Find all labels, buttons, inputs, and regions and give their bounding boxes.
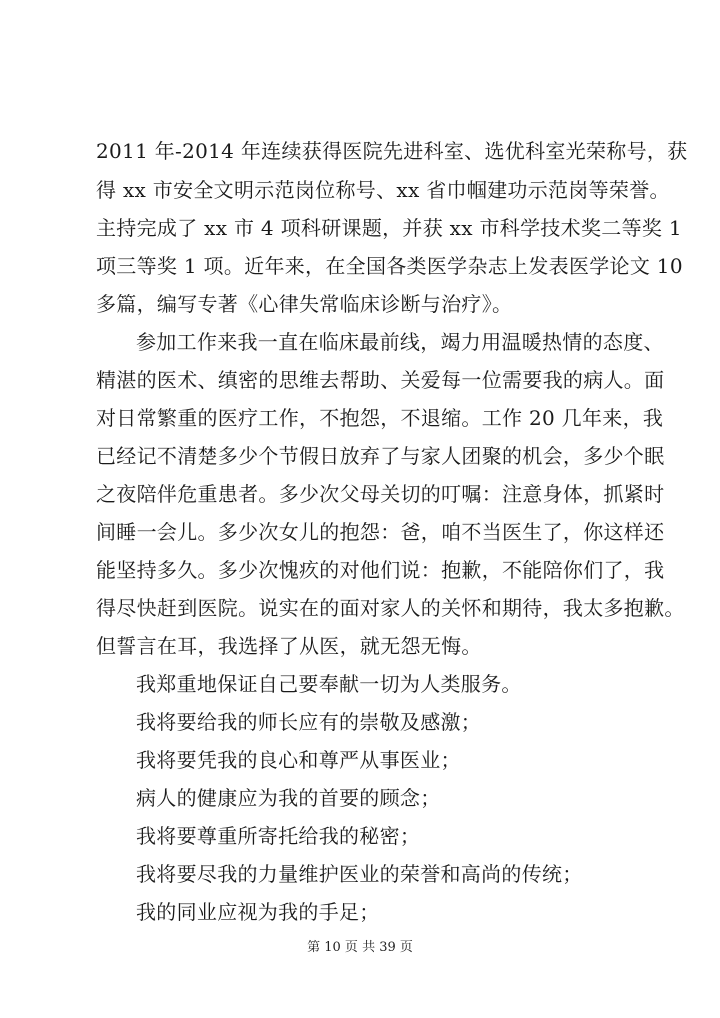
text-line-11: 间睡一会儿。多少次女儿的抱怨：爸，咱不当医生了，你这样还	[96, 520, 665, 544]
text-line-14: 但誓言在耳，我选择了从医，就无怨无悔。	[96, 634, 482, 658]
text-line-19: 我将要尊重所寄托给我的秘密；	[136, 824, 421, 848]
text-line-12: 能坚持多久。多少次愧疚的对他们说：抱歉，不能陪你们了，我	[96, 558, 665, 582]
text-line-2: 得 xx 市安全文明示范岗位称号、xx 省巾帼建功示范岗等荣誉。	[96, 178, 670, 202]
text-line-13: 得尽快赶到医院。说实在的面对家人的关怀和期待，我太多抱歉。	[96, 596, 685, 620]
text-line-18: 病人的健康应为我的首要的顾念；	[136, 786, 441, 810]
text-line-7: 精湛的医术、缜密的思维去帮助、关爱每一位需要我的病人。面	[96, 368, 665, 392]
text-line-4: 项三等奖 1 项。近年来，在全国各类医学杂志上发表医学论文 10	[96, 254, 683, 278]
text-line-6: 参加工作来我一直在临床最前线，竭力用温暖热情的态度、	[136, 330, 664, 354]
text-line-21: 我的同业应视为我的手足；	[136, 900, 380, 924]
text-line-17: 我将要凭我的良心和尊严从事医业；	[136, 748, 461, 772]
text-line-20: 我将要尽我的力量维护医业的荣誉和高尚的传统；	[136, 862, 583, 886]
text-line-5: 多篇，编写专著《心律失常临床诊断与治疗》。	[96, 292, 513, 316]
text-line-10: 之夜陪伴危重患者。多少次父母关切的叮嘱：注意身体，抓紧时	[96, 482, 665, 506]
text-line-16: 我将要给我的师长应有的崇敬及感激；	[136, 710, 482, 734]
text-line-1: 2011 年-2014 年连续获得医院先进科室、选优科室光荣称号，获	[96, 139, 688, 163]
text-line-15: 我郑重地保证自己要奉献一切为人类服务。	[136, 672, 522, 696]
page-number-footer: 第 10 页 共 39 页	[307, 940, 413, 955]
text-line-8: 对日常繁重的医疗工作，不抱怨，不退缩。工作 20 几年来，我	[96, 406, 664, 430]
text-line-3: 主持完成了 xx 市 4 项科研课题，并获 xx 市科学技术奖二等奖 1	[96, 216, 682, 240]
text-line-9: 已经记不清楚多少个节假日放弃了与家人团聚的机会，多少个眠	[96, 444, 665, 468]
